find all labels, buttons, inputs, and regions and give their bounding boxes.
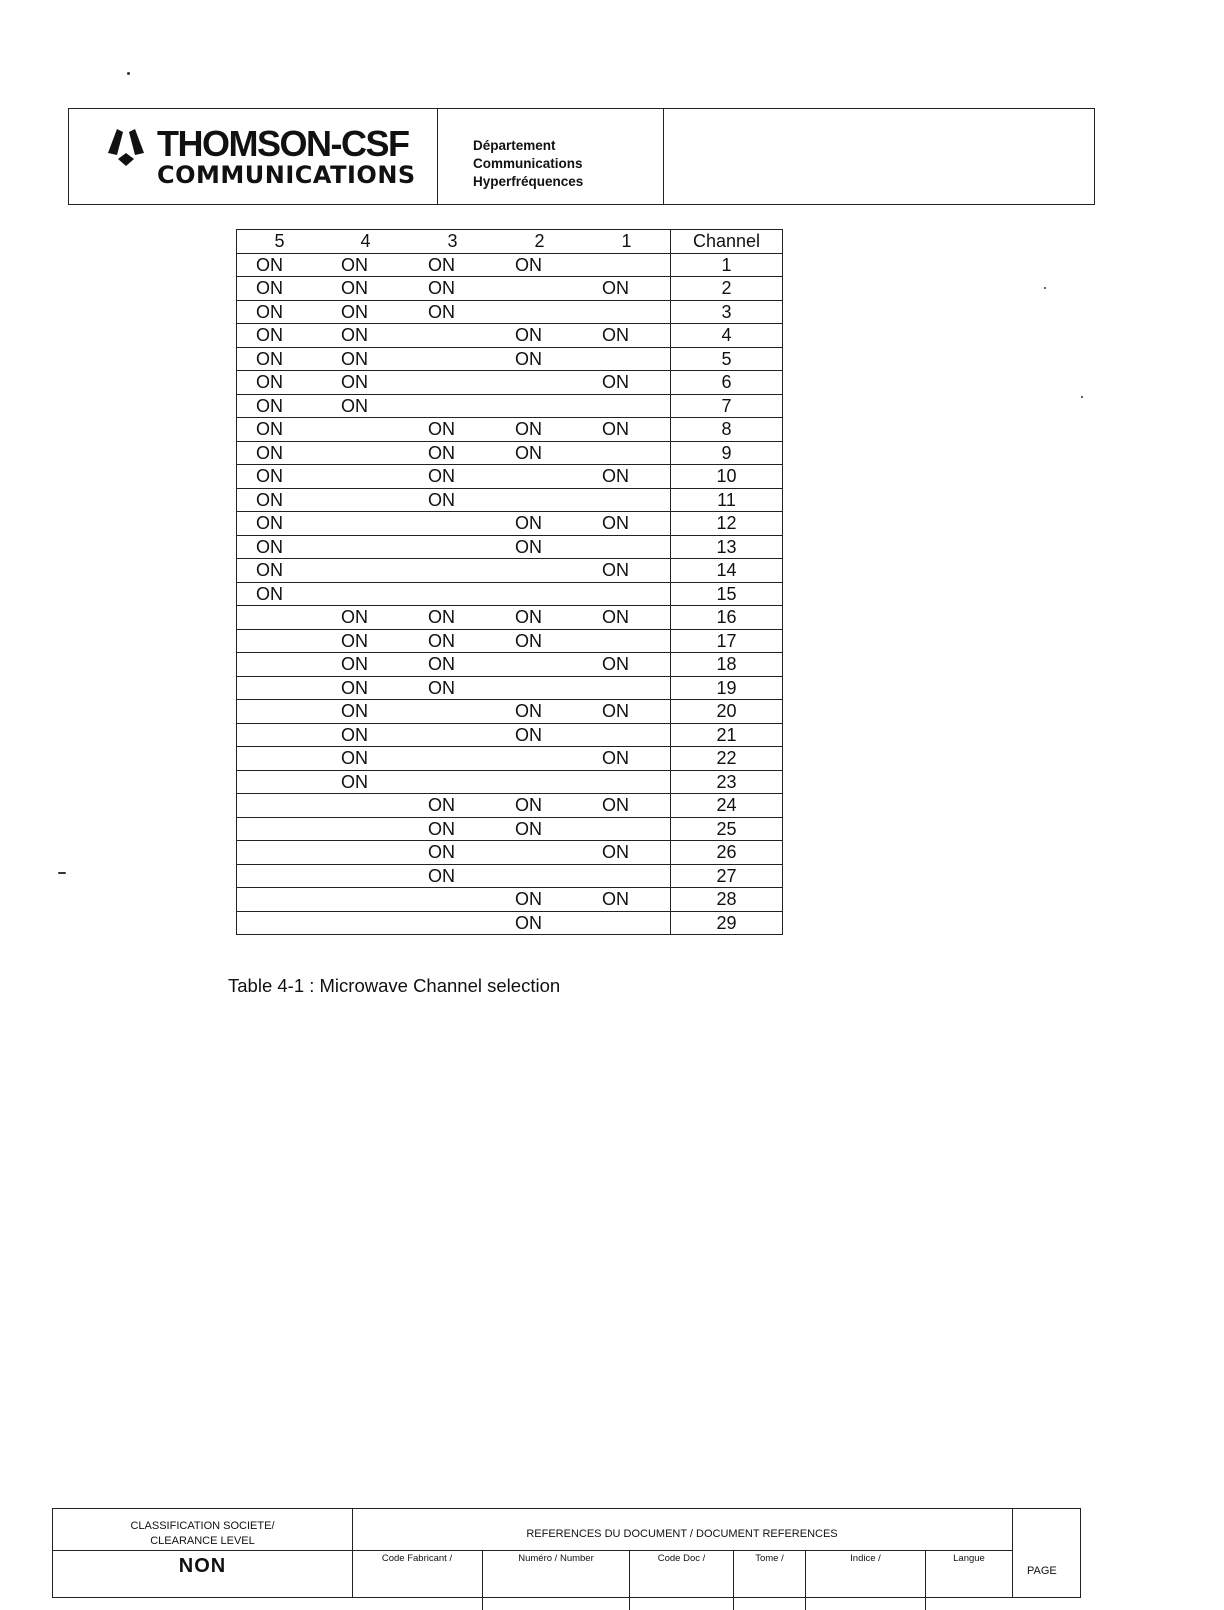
switch-cell xyxy=(496,770,583,794)
switch-cell xyxy=(496,653,583,677)
table-row xyxy=(237,441,783,465)
switch-cell: ON xyxy=(237,300,323,324)
switch-cell: ON xyxy=(322,747,409,771)
switch-cell xyxy=(496,747,583,771)
column-header: 3 xyxy=(409,230,496,254)
switch-cell xyxy=(583,253,671,277)
switch-cell xyxy=(496,488,583,512)
channel-cell: 11 xyxy=(671,488,783,512)
channel-cell: 22 xyxy=(671,747,783,771)
switch-cell: ON xyxy=(237,441,323,465)
switch-cell xyxy=(237,606,323,630)
switch-cell xyxy=(237,841,323,865)
company-division: COMMUNICATIONS xyxy=(157,161,416,189)
switch-cell xyxy=(583,347,671,371)
scan-speck xyxy=(127,72,130,75)
switch-cell: ON xyxy=(583,371,671,395)
scan-speck xyxy=(1044,287,1046,289)
classification-value: NON xyxy=(178,1555,227,1577)
table-row xyxy=(237,347,783,371)
switch-cell xyxy=(409,888,496,912)
department-line: Département xyxy=(473,138,556,153)
channel-cell: 7 xyxy=(671,394,783,418)
switch-cell: ON xyxy=(409,300,496,324)
switch-cell xyxy=(322,465,409,489)
switch-cell xyxy=(409,559,496,583)
column-header: 2 xyxy=(496,230,583,254)
switch-cell: ON xyxy=(409,418,496,442)
table-row xyxy=(237,629,783,653)
switch-cell: ON xyxy=(237,277,323,301)
table-row xyxy=(237,465,783,489)
switch-cell: ON xyxy=(583,324,671,348)
switch-cell xyxy=(409,770,496,794)
switch-cell: ON xyxy=(496,911,583,935)
switch-cell: ON xyxy=(237,418,323,442)
switch-cell xyxy=(237,794,323,818)
switch-cell: ON xyxy=(583,653,671,677)
table-row xyxy=(237,817,783,841)
switch-cell: ON xyxy=(322,324,409,348)
page-label: PAGE xyxy=(1027,1565,1057,1577)
switch-cell: ON xyxy=(409,676,496,700)
switch-cell xyxy=(322,535,409,559)
switch-cell xyxy=(237,888,323,912)
switch-cell: ON xyxy=(322,277,409,301)
switch-cell: ON xyxy=(409,441,496,465)
switch-cell: ON xyxy=(583,606,671,630)
switch-cell xyxy=(409,347,496,371)
switch-cell: ON xyxy=(583,794,671,818)
switch-cell: ON xyxy=(237,347,323,371)
switch-cell xyxy=(496,277,583,301)
reference-column-label: Tome / xyxy=(734,1550,806,1610)
switch-cell xyxy=(583,864,671,888)
switch-cell: ON xyxy=(409,253,496,277)
switch-cell: ON xyxy=(237,371,323,395)
switch-cell xyxy=(322,841,409,865)
switch-cell xyxy=(409,723,496,747)
switch-cell xyxy=(322,864,409,888)
switch-cell xyxy=(583,676,671,700)
switch-cell: ON xyxy=(583,465,671,489)
switch-cell: ON xyxy=(237,582,323,606)
switch-cell xyxy=(409,535,496,559)
switch-cell xyxy=(237,700,323,724)
table-row xyxy=(237,582,783,606)
switch-cell: ON xyxy=(496,512,583,536)
channel-cell: 5 xyxy=(671,347,783,371)
switch-cell: ON xyxy=(237,535,323,559)
reference-column-label: Code Doc / xyxy=(630,1550,734,1610)
switch-cell: ON xyxy=(496,606,583,630)
switch-cell xyxy=(322,512,409,536)
switch-cell: ON xyxy=(322,371,409,395)
table-row xyxy=(237,253,783,277)
channel-cell: 14 xyxy=(671,559,783,583)
switch-cell: ON xyxy=(409,277,496,301)
switch-cell xyxy=(322,441,409,465)
switch-cell xyxy=(322,582,409,606)
reference-column-label: Indice / xyxy=(806,1550,926,1610)
switch-cell xyxy=(237,629,323,653)
switch-cell xyxy=(237,864,323,888)
switch-cell xyxy=(409,747,496,771)
table-row xyxy=(237,676,783,700)
table-row xyxy=(237,324,783,348)
document-header xyxy=(68,108,1095,205)
switch-cell: ON xyxy=(322,253,409,277)
channel-cell: 29 xyxy=(671,911,783,935)
document-footer xyxy=(52,1508,1081,1598)
switch-cell xyxy=(583,817,671,841)
switch-cell: ON xyxy=(409,606,496,630)
switch-cell xyxy=(409,394,496,418)
table-row xyxy=(237,653,783,677)
switch-cell xyxy=(409,512,496,536)
switch-cell: ON xyxy=(496,347,583,371)
table-row xyxy=(237,535,783,559)
channel-selection-table xyxy=(236,229,783,935)
channel-cell: 13 xyxy=(671,535,783,559)
table-row xyxy=(237,770,783,794)
switch-cell: ON xyxy=(583,700,671,724)
switch-cell: ON xyxy=(322,394,409,418)
switch-cell: ON xyxy=(237,253,323,277)
switch-cell: ON xyxy=(496,629,583,653)
switch-cell xyxy=(583,441,671,465)
switch-cell: ON xyxy=(237,394,323,418)
switch-cell: ON xyxy=(322,606,409,630)
table-row xyxy=(237,794,783,818)
switch-cell xyxy=(409,582,496,606)
company-logo xyxy=(69,109,438,204)
channel-cell: 19 xyxy=(671,676,783,700)
switch-cell xyxy=(322,817,409,841)
switch-cell: ON xyxy=(322,723,409,747)
switch-cell: ON xyxy=(496,817,583,841)
switch-cell: ON xyxy=(496,324,583,348)
table-body xyxy=(237,253,783,935)
switch-cell xyxy=(496,465,583,489)
table-row xyxy=(237,559,783,583)
switch-cell: ON xyxy=(322,653,409,677)
switch-cell xyxy=(583,582,671,606)
channel-cell: 27 xyxy=(671,864,783,888)
reference-column-label: Code Fabricant / xyxy=(352,1550,483,1610)
switch-cell: ON xyxy=(322,629,409,653)
switch-cell xyxy=(583,770,671,794)
switch-cell xyxy=(496,864,583,888)
switch-cell: ON xyxy=(496,723,583,747)
thomson-csf-logo-icon xyxy=(103,125,149,169)
switch-cell xyxy=(237,911,323,935)
switch-cell xyxy=(237,770,323,794)
switch-cell: ON xyxy=(496,888,583,912)
classification-title-line: CLASSIFICATION SOCIETE/ xyxy=(130,1520,275,1532)
table-header-row xyxy=(237,230,783,254)
table-row xyxy=(237,277,783,301)
header-blank-cell xyxy=(664,109,1094,204)
column-header: 1 xyxy=(583,230,671,254)
channel-cell: 4 xyxy=(671,324,783,348)
switch-cell xyxy=(583,535,671,559)
switch-cell xyxy=(322,488,409,512)
switch-cell: ON xyxy=(409,864,496,888)
switch-cell: ON xyxy=(237,488,323,512)
switch-cell: ON xyxy=(409,794,496,818)
table-row xyxy=(237,911,783,935)
switch-cell: ON xyxy=(237,559,323,583)
classification-title xyxy=(53,1519,352,1549)
table-row xyxy=(237,606,783,630)
switch-cell xyxy=(583,300,671,324)
switch-cell: ON xyxy=(409,841,496,865)
switch-cell: ON xyxy=(496,794,583,818)
scan-speck xyxy=(58,872,66,874)
column-header: Channel xyxy=(671,230,783,254)
switch-cell: ON xyxy=(583,512,671,536)
switch-cell xyxy=(496,841,583,865)
table-row xyxy=(237,488,783,512)
channel-cell: 25 xyxy=(671,817,783,841)
switch-cell: ON xyxy=(409,629,496,653)
table-row xyxy=(237,371,783,395)
switch-cell: ON xyxy=(322,347,409,371)
reference-column-label: Langue xyxy=(953,1553,985,1564)
switch-cell: ON xyxy=(583,418,671,442)
channel-cell: 24 xyxy=(671,794,783,818)
switch-cell xyxy=(237,676,323,700)
switch-cell xyxy=(409,371,496,395)
switch-cell xyxy=(322,559,409,583)
switch-cell: ON xyxy=(409,817,496,841)
channel-cell: 16 xyxy=(671,606,783,630)
table-row xyxy=(237,888,783,912)
table-row xyxy=(237,394,783,418)
switch-cell: ON xyxy=(237,512,323,536)
switch-cell: ON xyxy=(583,277,671,301)
channel-cell: 15 xyxy=(671,582,783,606)
switch-cell xyxy=(583,394,671,418)
switch-cell: ON xyxy=(496,418,583,442)
switch-cell xyxy=(583,629,671,653)
switch-cell: ON xyxy=(583,559,671,583)
switch-cell: ON xyxy=(496,535,583,559)
switch-cell xyxy=(409,324,496,348)
channel-cell: 23 xyxy=(671,770,783,794)
switch-cell xyxy=(583,488,671,512)
switch-cell: ON xyxy=(496,441,583,465)
switch-cell xyxy=(496,371,583,395)
switch-cell xyxy=(322,794,409,818)
column-header: 5 xyxy=(237,230,323,254)
switch-cell xyxy=(409,911,496,935)
switch-cell xyxy=(496,300,583,324)
channel-cell: 21 xyxy=(671,723,783,747)
divider xyxy=(53,1550,352,1551)
switch-cell: ON xyxy=(322,676,409,700)
switch-cell xyxy=(237,653,323,677)
switch-cell xyxy=(496,559,583,583)
table-row xyxy=(237,700,783,724)
company-name: THOMSON-CSF xyxy=(157,123,409,164)
channel-cell: 26 xyxy=(671,841,783,865)
switch-cell xyxy=(583,723,671,747)
switch-cell xyxy=(237,817,323,841)
switch-cell: ON xyxy=(583,841,671,865)
reference-column-label: Numéro / Number xyxy=(483,1550,630,1610)
channel-cell: 8 xyxy=(671,418,783,442)
switch-cell xyxy=(322,418,409,442)
table-row xyxy=(237,300,783,324)
channel-cell: 12 xyxy=(671,512,783,536)
channel-cell: 20 xyxy=(671,700,783,724)
department-line: Hyperfréquences xyxy=(473,174,584,189)
classification-title-line: CLEARANCE LEVEL xyxy=(150,1535,255,1547)
switch-cell xyxy=(496,394,583,418)
channel-cell: 18 xyxy=(671,653,783,677)
channel-cell: 28 xyxy=(671,888,783,912)
table-row xyxy=(237,512,783,536)
switch-cell: ON xyxy=(409,488,496,512)
switch-cell: ON xyxy=(322,300,409,324)
switch-cell: ON xyxy=(237,324,323,348)
channel-cell: 6 xyxy=(671,371,783,395)
switch-cell: ON xyxy=(583,747,671,771)
switch-cell xyxy=(237,723,323,747)
switch-cell: ON xyxy=(583,888,671,912)
department-block xyxy=(438,109,664,204)
channel-cell: 10 xyxy=(671,465,783,489)
switch-cell: ON xyxy=(409,653,496,677)
switch-cell: ON xyxy=(237,465,323,489)
switch-cell xyxy=(583,911,671,935)
table-caption: Table 4-1 : Microwave Channel selection xyxy=(228,975,561,996)
channel-cell: 3 xyxy=(671,300,783,324)
channel-cell: 2 xyxy=(671,277,783,301)
switch-cell: ON xyxy=(409,465,496,489)
table-row xyxy=(237,418,783,442)
channel-cell: 9 xyxy=(671,441,783,465)
column-header: 4 xyxy=(322,230,409,254)
department-line: Communications xyxy=(473,156,583,171)
switch-cell: ON xyxy=(322,700,409,724)
channel-cell: 17 xyxy=(671,629,783,653)
reference-columns xyxy=(352,1550,1012,1610)
channel-cell: 1 xyxy=(671,253,783,277)
switch-cell: ON xyxy=(496,253,583,277)
switch-cell: ON xyxy=(322,770,409,794)
references-title: REFERENCES DU DOCUMENT / DOCUMENT REFERENCES xyxy=(526,1528,838,1540)
switch-cell xyxy=(322,888,409,912)
table-row xyxy=(237,747,783,771)
switch-cell xyxy=(409,700,496,724)
switch-cell xyxy=(496,676,583,700)
scan-speck xyxy=(1081,396,1083,398)
switch-cell xyxy=(496,582,583,606)
table-row xyxy=(237,864,783,888)
switch-cell xyxy=(322,911,409,935)
table-row xyxy=(237,841,783,865)
switch-cell xyxy=(237,747,323,771)
table-row xyxy=(237,723,783,747)
switch-cell: ON xyxy=(496,700,583,724)
